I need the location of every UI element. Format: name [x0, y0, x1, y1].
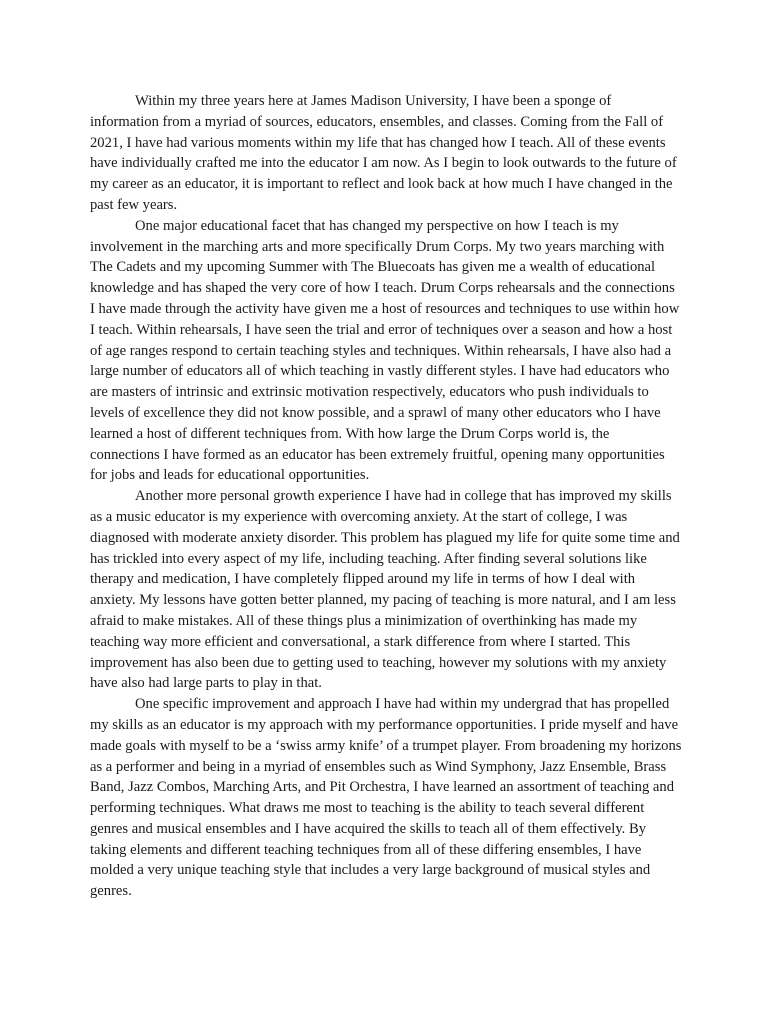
- paragraph-2: One major educational facet that has changed my perspective on how I teach is my involvement in the marching arts and more specifically Drum Corps. My two years marching with The Cadets and my upcoming Summer with The Bluecoats has given me a wealth of educational knowledge and has shaped the very core of how I teach. Drum Corps rehearsals and the connections I have made through the activity have given me a host of resources and techniques to use within how I teach. Within rehearsals, I have seen the trial and error of techniques over a season and how a host of age ranges respond to certain teaching styles and techniques. Within rehearsals, I have also had a large number of educators all of which teaching in vastly different styles. I have had educators who are masters of intrinsic and extrinsic motivation respectively, educators who push individuals to levels of excellence they did not know possible, and a sprawl of many other educators who I have learned a host of different techniques from. With how large the Drum Corps world is, the connections I have formed as an educator has been extremely fruitful, opening many opportunities for jobs and leads for educational opportunities.: [90, 217, 680, 484]
- paragraph-3: Another more personal growth experience I have had in college that has improved my skills as a music educator is my experience with overcoming anxiety. At the start of college, I was diagnosed with moderate anxiety disorder. This problem has plagued my life for quite some time and has trickled into every aspect of my life, including teaching. After finding several solutions like therapy and medication, I have completely flipped around my life in terms of how I deal with anxiety. My lessons have gotten better planned, my pacing of teaching is more natural, and I am less afraid to make mistakes. All of these things plus a minimization of overthinking has made my teaching way more efficient and conversational, a stark difference from where I started. This improvement has also been due to getting used to teaching, however my solutions with my anxiety have also had large parts to play in that.: [90, 488, 680, 692]
- paragraph-4: One specific improvement and approach I have had within my undergrad that has propelled my skills as an educator is my approach with my performance opportunities. I pride myself and have made goals with myself to be a ‘swiss army knife’ of a trumpet player. From broadening my horizons as a performer and being in a myriad of ensembles such as Wind Symphony, Jazz Ensemble, Brass Band, Jazz Combos, Marching Arts, and Pit Orchestra, I have learned an assortment of teaching and performing techniques. What draws me most to teaching is the ability to teach several different genres and musical ensembles and I have acquired the skills to teach all of them effectively. By taking elements and different teaching techniques from all of these differing ensembles, I have molded a very unique teaching style that includes a very large background of musical styles and genres.: [90, 696, 682, 900]
- paragraph-1: Within my three years here at James Madison University, I have been a sponge of information from a myriad of sources, educators, ensembles, and classes. Coming from the Fall of 2021, I have had various moments within my life that has changed how I teach. All of these events have individually crafted me into the educator I am now. As I begin to look outwards to the future of my career as an educator, it is important to reflect and look back at how much I have changed in the past few years.: [90, 93, 677, 213]
- document-body: [90, 91, 682, 902]
